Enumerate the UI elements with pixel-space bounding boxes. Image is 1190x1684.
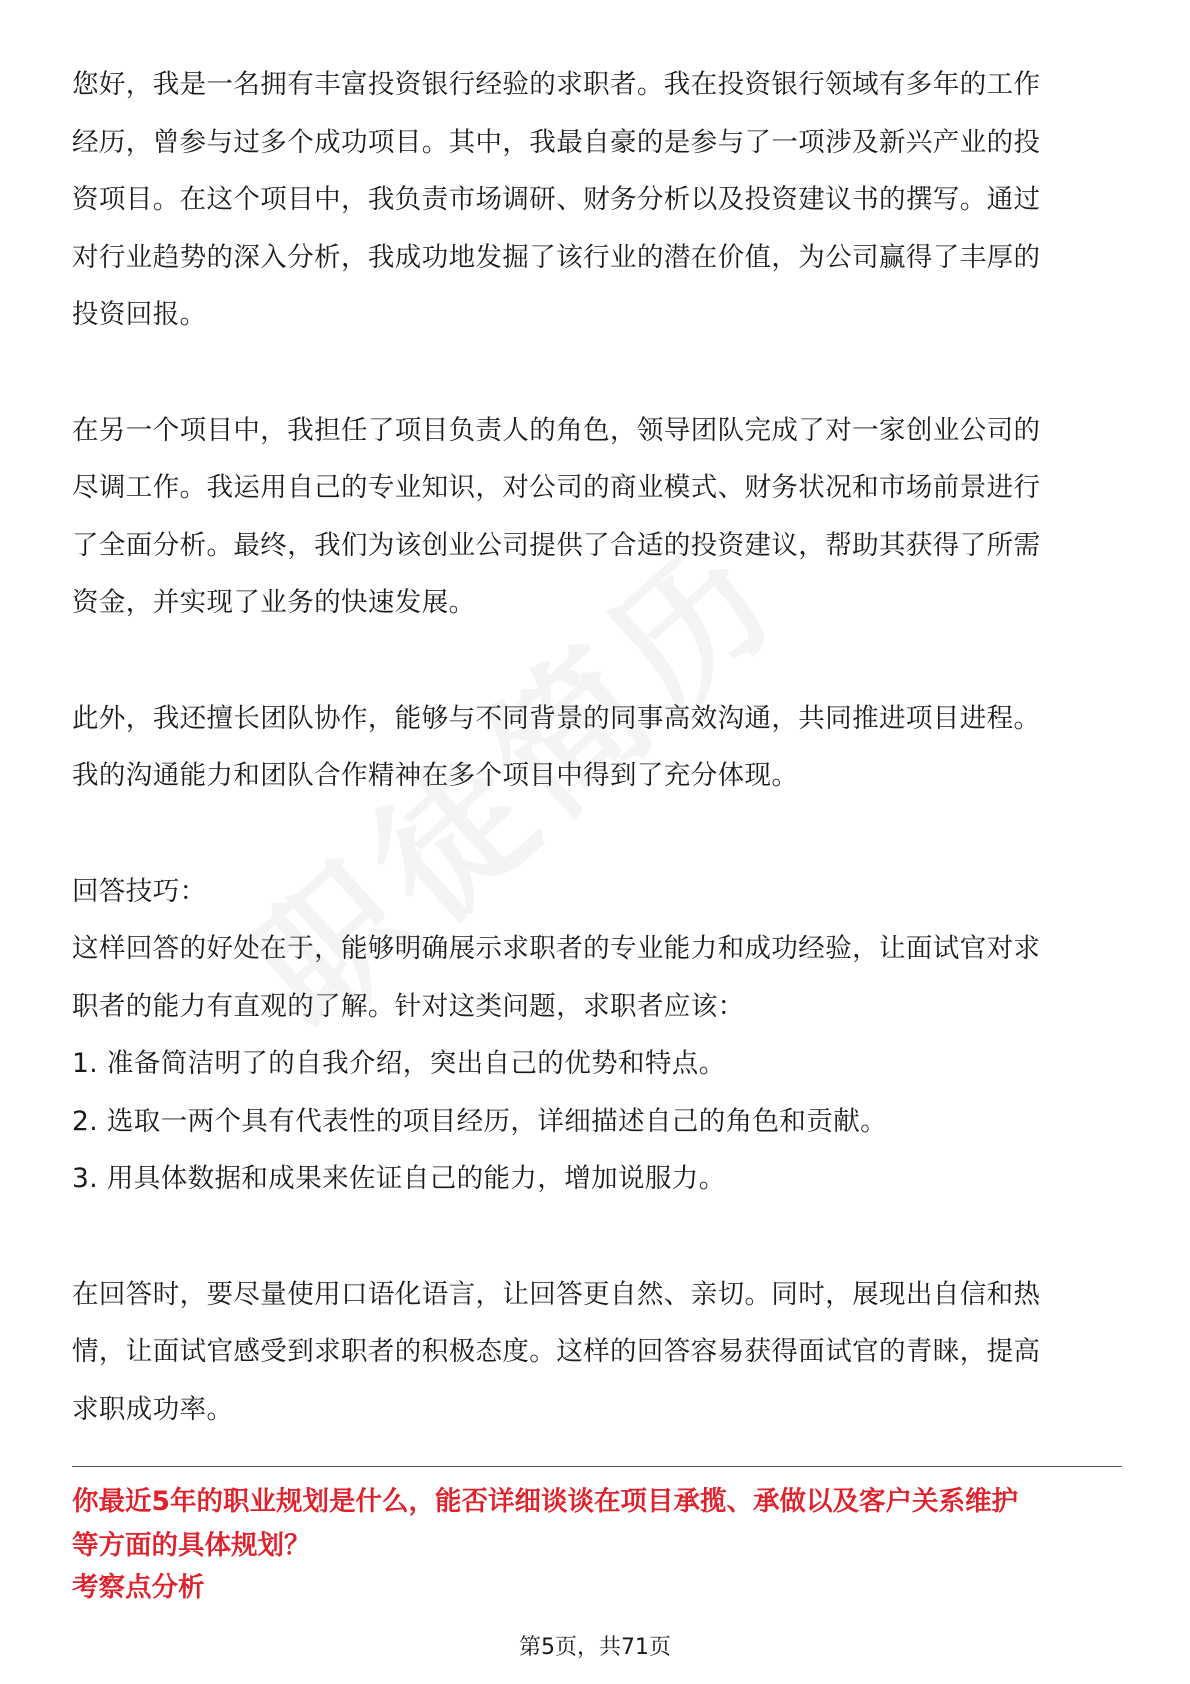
page-number: 第5页，共71页 (519, 1635, 671, 1660)
text-line: 我的沟通能力和团队合作精神在多个项目中得到了充分体现。 (72, 760, 799, 791)
text-line: 对行业趋势的深入分析，我成功地发掘了该行业的潜在价值，为公司赢得了丰厚的 (72, 241, 1041, 273)
list-item: 1. 准备简洁明了的自我介绍，突出自己的优势和特点。 (72, 1048, 726, 1079)
text-line: 求职成功率。 (72, 1393, 234, 1425)
tips-heading: 回答技巧： (72, 875, 207, 907)
text-line: 经历，曾参与过多个成功项目。其中，我最自豪的是参与了一项涉及新兴产业的投 (72, 126, 1041, 158)
text-line: 您好，我是一名拥有丰富投资银行经验的求职者。我在投资银行领域有多年的工作 (72, 69, 1041, 100)
text-line: 在另一个项目中，我担任了项目负责人的角色，领导团队完成了对一家创业公司的 (72, 414, 1041, 446)
question-line: 你最近5年的职业规划是什么，能否详细谈谈在项目承揽、承做以及客户关系维护 (72, 1486, 1018, 1517)
text-line: 投资回报。 (72, 299, 207, 330)
paragraph-teamwork (72, 690, 1122, 805)
text-line: 尽调工作。我运用自己的专业知识，对公司的商业模式、财务状况和市场前景进行 (72, 472, 1041, 503)
text-line: 资项目。在这个项目中，我负责市场调研、财务分析以及投资建议书的撰写。通过 (72, 184, 1041, 215)
text-line: 职者的能力有直观的了解。针对这类问题，求职者应该： (72, 990, 745, 1022)
paragraph-tips (72, 863, 1122, 1208)
text-line: 情，让面试官感受到求职者的积极态度。这样的回答容易获得面试官的青睐，提高 (72, 1336, 1041, 1367)
section-title: 考察点分析 (72, 1572, 205, 1603)
text-line: 在回答时，要尽量使用口语化语言，让回答更自然、亲切。同时，展现出自信和热 (72, 1278, 1041, 1310)
question-line: 等方面的具体规划？ (72, 1530, 311, 1561)
answer-body (72, 56, 1122, 1438)
paragraph-intro (72, 56, 1122, 344)
text-line: 了全面分析。最终，我们为该创业公司提供了合适的投资建议，帮助其获得了所需 (72, 529, 1041, 561)
text-line: 资金，并实现了业务的快速发展。 (72, 587, 476, 618)
paragraph-project (72, 402, 1122, 632)
text-line: 这样回答的好处在于，能够明确展示求职者的专业能力和成功经验，让面试官对求 (72, 933, 1041, 964)
paragraph-conclusion (72, 1266, 1122, 1439)
section-divider (72, 1466, 1122, 1467)
interview-question (72, 1480, 1132, 1568)
text-line: 此外，我还擅长团队协作，能够与不同背景的同事高效沟通，共同推进项目进程。 (72, 702, 1041, 734)
list-item: 2. 选取一两个具有代表性的项目经历，详细描述自己的角色和贡献。 (72, 1105, 888, 1137)
list-item: 3. 用具体数据和成果来佐证自己的能力，增加说服力。 (72, 1163, 726, 1194)
